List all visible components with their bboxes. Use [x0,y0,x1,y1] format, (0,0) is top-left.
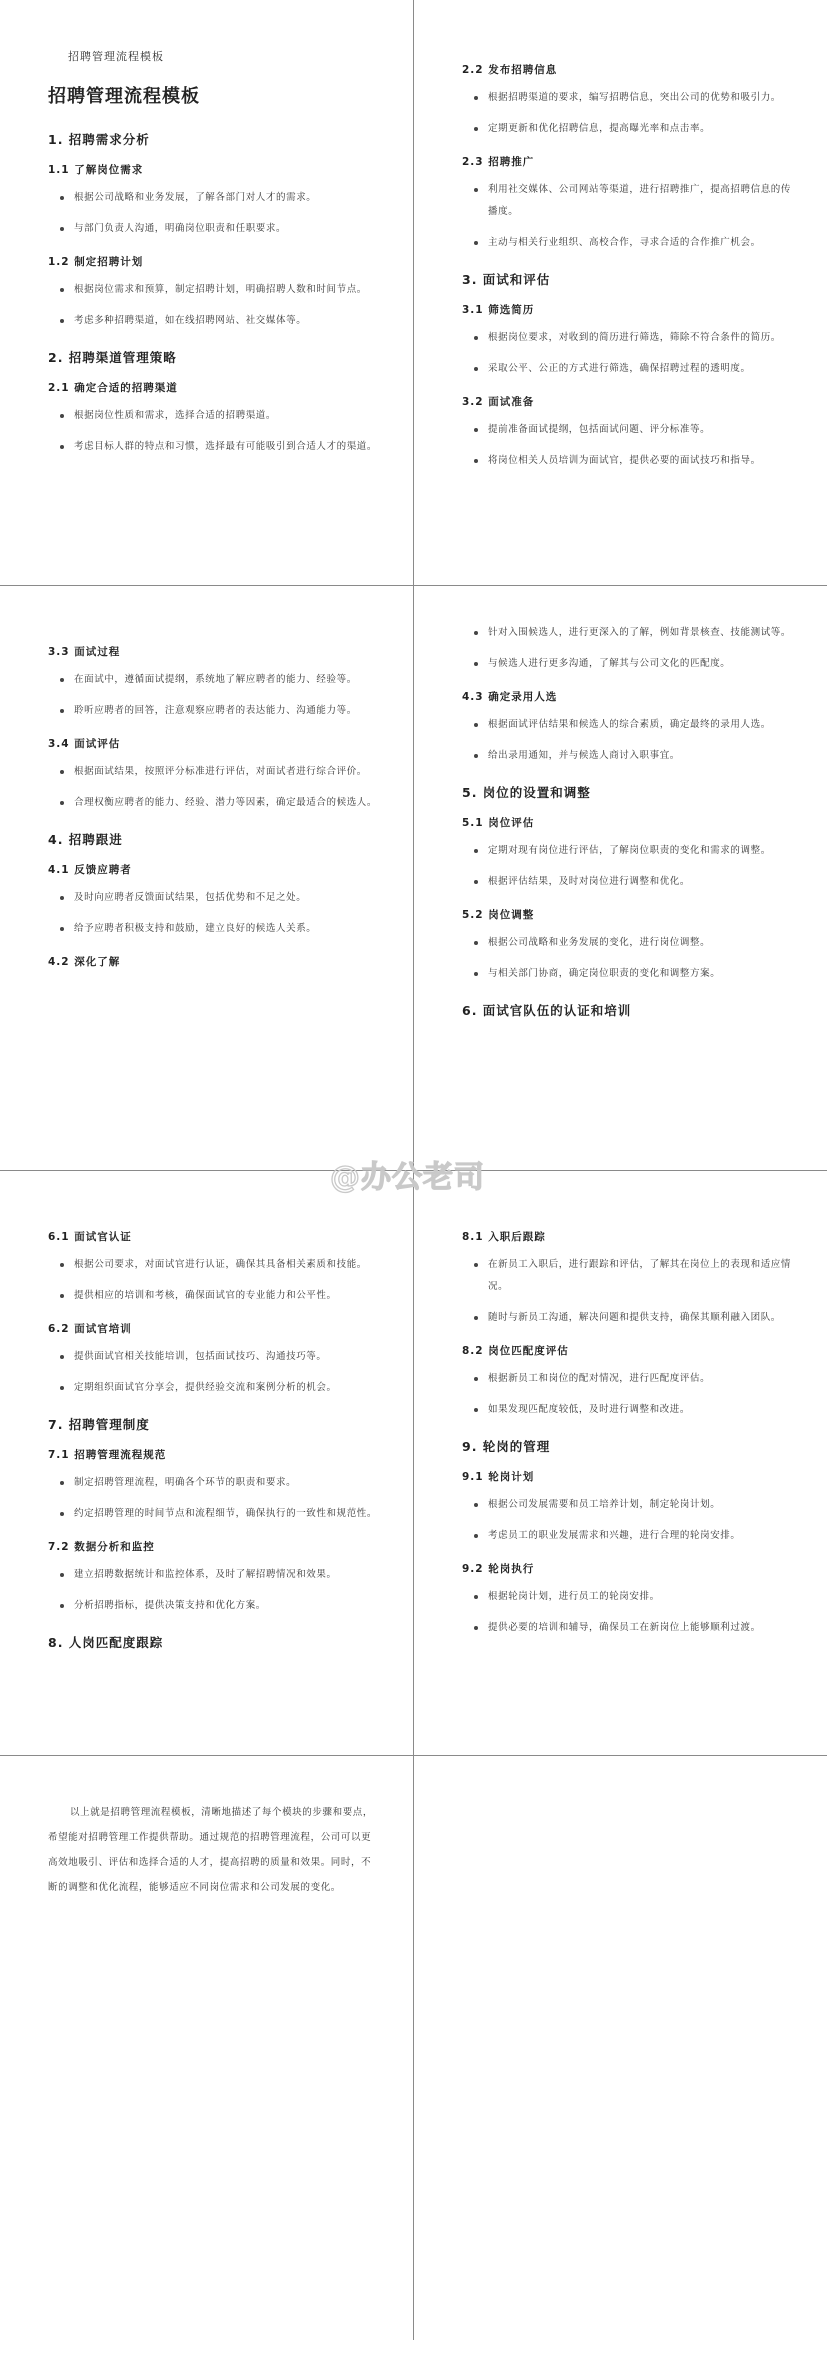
bullet-list [462,714,792,767]
page-content [462,62,792,472]
bullet-list [48,1346,378,1399]
subsection-heading: 2.3 招聘推广 [462,156,535,168]
bullet-list [48,887,378,940]
list-item: 根据岗位要求，对收到的简历进行筛选，筛除不符合条件的简历。 [462,327,792,349]
list-item: 在面试中，遵循面试提纲，系统地了解应聘者的能力、经验等。 [48,669,378,691]
bullet-list [462,1254,792,1329]
subsection-heading: 6.1 面试官认证 [48,1231,132,1243]
bullet-list [48,405,378,458]
subsection-heading: 7.1 招聘管理流程规范 [48,1449,167,1461]
list-item: 提供面试官相关技能培训，包括面试技巧、沟通技巧等。 [48,1346,378,1368]
list-item: 与相关部门协商，确定岗位职责的变化和调整方案。 [462,963,792,985]
section-heading: 7. 招聘管理制度 [48,1417,150,1432]
page-1 [48,48,378,608]
subsection-heading: 4.2 深化了解 [48,956,121,968]
summary-paragraph: 以上就是招聘管理流程模板，清晰地描述了每个模块的步骤和要点，希望能对招聘管理工作提供帮助。通过规范的招聘管理流程，公司可以更高效地吸引、评估和选择合适的人才，提高招聘的质量和效果。同时，不断的调整和优化流程，能够适应不同岗位需求和公司发展的变化。 [48,1807,374,1893]
bullet-list [462,932,792,985]
section-heading: 4. 招聘跟进 [48,832,123,847]
subsection-heading: 5.1 岗位评估 [462,817,535,829]
bullet-list [462,87,792,140]
subsection-heading: 3.1 筛选简历 [462,304,535,316]
subsection-heading: 1.2 制定招聘计划 [48,256,144,268]
list-item: 根据新员工和岗位的配对情况，进行匹配度评估。 [462,1368,792,1390]
section-heading: 6. 面试官队伍的认证和培训 [462,1003,632,1018]
page-content [462,622,792,1019]
list-item: 根据评估结果，及时对岗位进行调整和优化。 [462,871,792,893]
subsection-heading: 3.2 面试准备 [462,396,535,408]
subsection-heading: 3.4 面试评估 [48,738,121,750]
watermark: @办公老司 [330,1160,485,1195]
subsection-heading: 4.3 确定录用人选 [462,691,558,703]
list-item: 与部门负责人沟通，明确岗位职责和任职要求。 [48,218,378,240]
bullet-list [48,669,378,722]
bullet-list [48,1254,378,1307]
list-item: 考虑多种招聘渠道，如在线招聘网站、社交媒体等。 [48,310,378,332]
list-item: 建立招聘数据统计和监控体系，及时了解招聘情况和效果。 [48,1564,378,1586]
list-item: 定期对现有岗位进行评估，了解岗位职责的变化和需求的调整。 [462,840,792,862]
bullet-list [462,622,792,675]
bullet-list [48,761,378,814]
list-item: 主动与相关行业组织、高校合作，寻求合适的合作推广机会。 [462,232,792,254]
page-8 [462,1800,792,2360]
list-item: 与候选人进行更多沟通，了解其与公司文化的匹配度。 [462,653,792,675]
list-item: 根据面试结果，按照评分标准进行评估，对面试者进行综合评价。 [48,761,378,783]
section-heading: 8. 人岗匹配度跟踪 [48,1635,164,1650]
list-item: 根据招聘渠道的要求，编写招聘信息，突出公司的优势和吸引力。 [462,87,792,109]
page-content [462,1229,792,1639]
section-heading: 9. 轮岗的管理 [462,1439,551,1454]
list-item: 聆听应聘者的回答，注意观察应聘者的表达能力、沟通能力等。 [48,700,378,722]
list-item: 定期组织面试官分享会，提供经验交流和案例分析的机会。 [48,1377,378,1399]
subsection-heading: 5.2 岗位调整 [462,909,535,921]
list-item: 根据公司发展需要和员工培养计划，制定轮岗计划。 [462,1494,792,1516]
list-item: 随时与新员工沟通，解决问题和提供支持，确保其顺利融入团队。 [462,1307,792,1329]
list-item: 考虑目标人群的特点和习惯，选择最有可能吸引到合适人才的渠道。 [48,436,378,458]
subsection-heading: 2.1 确定合适的招聘渠道 [48,382,178,394]
section-heading: 3. 面试和评估 [462,272,551,287]
page-content [48,130,378,458]
subsection-heading: 4.1 反馈应聘者 [48,864,132,876]
page-6 [462,1215,792,1775]
subsection-heading: 9.2 轮岗执行 [462,1563,535,1575]
section-heading: 2. 招聘渠道管理策略 [48,350,177,365]
list-item: 将岗位相关人员培训为面试官，提供必要的面试技巧和指导。 [462,450,792,472]
page-4 [462,622,792,1182]
bullet-list [462,840,792,893]
list-item: 考虑员工的职业发展需求和兴趣，进行合理的轮岗安排。 [462,1525,792,1547]
bullet-list [462,419,792,472]
list-item: 给出录用通知，并与候选人商讨入职事宜。 [462,745,792,767]
bullet-list [48,1564,378,1617]
list-item: 针对入围候选人，进行更深入的了解，例如背景核查、技能测试等。 [462,622,792,644]
list-item: 约定招聘管理的时间节点和流程细节，确保执行的一致性和规范性。 [48,1503,378,1525]
page-header: 招聘管理流程模板 [68,50,164,63]
subsection-heading: 9.1 轮岗计划 [462,1471,535,1483]
bullet-list [48,279,378,332]
page-content [48,1229,378,1651]
list-item: 采取公平、公正的方式进行筛选，确保招聘过程的透明度。 [462,358,792,380]
list-item: 根据岗位需求和预算，制定招聘计划，明确招聘人数和时间节点。 [48,279,378,301]
page-5 [48,1215,378,1775]
bullet-list [462,179,792,254]
bullet-list [462,1586,792,1639]
subsection-heading: 3.3 面试过程 [48,646,121,658]
list-item: 提供相应的培训和考核，确保面试官的专业能力和公平性。 [48,1285,378,1307]
subsection-heading: 6.2 面试官培训 [48,1323,132,1335]
list-item: 合理权衡应聘者的能力、经验、潜力等因素，确定最适合的候选人。 [48,792,378,814]
list-item: 根据公司战略和业务发展的变化，进行岗位调整。 [462,932,792,954]
list-item: 根据轮岗计划，进行员工的轮岗安排。 [462,1586,792,1608]
list-item: 根据公司要求，对面试官进行认证，确保其具备相关素质和技能。 [48,1254,378,1276]
subsection-heading: 1.1 了解岗位需求 [48,164,144,176]
document-title: 招聘管理流程模板 [48,86,200,107]
subsection-heading: 8.2 岗位匹配度评估 [462,1345,569,1357]
list-item: 根据面试评估结果和候选人的综合素质，确定最终的录用人选。 [462,714,792,736]
list-item: 定期更新和优化招聘信息，提高曝光率和点击率。 [462,118,792,140]
list-item: 根据岗位性质和需求，选择合适的招聘渠道。 [48,405,378,427]
bullet-list [48,1472,378,1525]
subsection-heading: 2.2 发布招聘信息 [462,64,558,76]
subsection-heading: 8.1 入职后跟踪 [462,1231,546,1243]
bullet-list [462,1494,792,1547]
bullet-list [462,1368,792,1421]
section-heading: 1. 招聘需求分析 [48,132,150,147]
list-item: 利用社交媒体、公司网站等渠道，进行招聘推广，提高招聘信息的传播度。 [462,179,792,223]
page-content [48,1800,378,1900]
page-7 [48,1800,378,2360]
list-item: 提供必要的培训和辅导，确保员工在新岗位上能够顺利过渡。 [462,1617,792,1639]
list-item: 根据公司战略和业务发展，了解各部门对人才的需求。 [48,187,378,209]
list-item: 提前准备面试提纲，包括面试问题、评分标准等。 [462,419,792,441]
page-3 [48,630,378,1190]
bullet-list [462,327,792,380]
section-heading: 5. 岗位的设置和调整 [462,785,591,800]
list-item: 及时向应聘者反馈面试结果，包括优势和不足之处。 [48,887,378,909]
subsection-heading: 7.2 数据分析和监控 [48,1541,155,1553]
list-item: 分析招聘指标，提供决策支持和优化方案。 [48,1595,378,1617]
bullet-list [48,187,378,240]
list-item: 如果发现匹配度较低，及时进行调整和改进。 [462,1399,792,1421]
page-content [48,644,378,969]
list-item: 给予应聘者积极支持和鼓励，建立良好的候选人关系。 [48,918,378,940]
page-2 [462,48,792,608]
list-item: 制定招聘管理流程，明确各个环节的职责和要求。 [48,1472,378,1494]
list-item: 在新员工入职后，进行跟踪和评估，了解其在岗位上的表现和适应情况。 [462,1254,792,1298]
